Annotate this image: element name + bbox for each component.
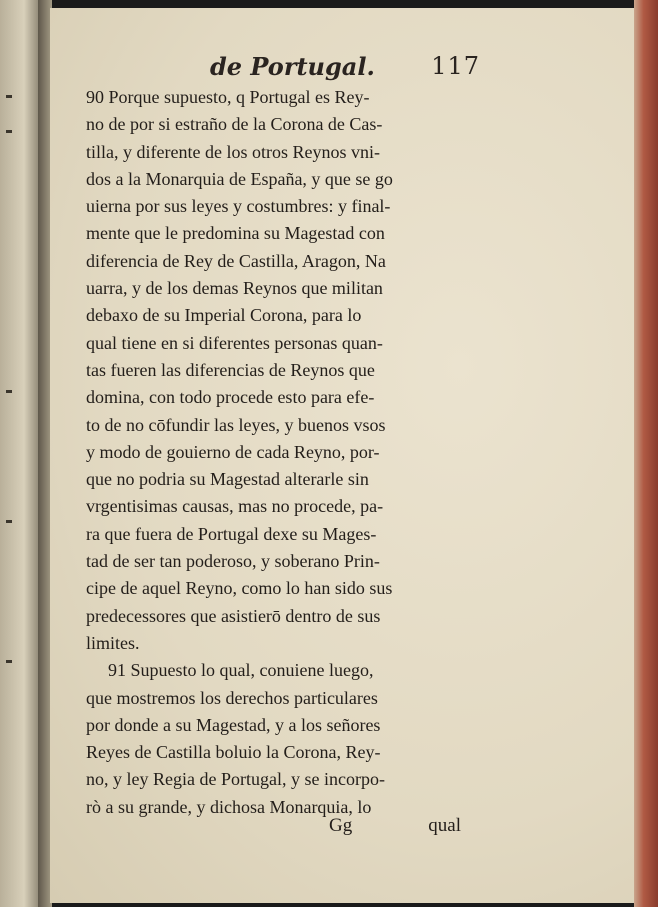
text-line: tilla, y diferente de los otros Reynos vni- — [86, 141, 380, 162]
text-line: predecessores que asistierō dentro de sus — [86, 605, 381, 626]
page-footer — [86, 815, 461, 845]
text-line: Reyes de Castilla boluio la Corona, Rey- — [86, 742, 381, 763]
catchword: qual — [428, 815, 461, 836]
text-line: 90 Porque supuesto, q Portugal es Rey- — [86, 87, 370, 107]
margin-mark — [6, 660, 12, 663]
text-line: que mostremos los derechos particulares — [86, 687, 378, 708]
text-line: 91 Supuesto lo qual, conuiene luego, — [108, 660, 374, 681]
text-line: uarra, y de los demas Reynos que militan — [86, 278, 383, 299]
text-line: y modo de gouierno de cada Reyno, por- — [86, 441, 380, 462]
text-line: tas fueren las diferencias de Reynos que — [86, 359, 375, 380]
text-line: por donde a su Magestad, y a los señores — [86, 714, 381, 735]
text-line: debaxo de su Imperial Corona, para lo — [86, 305, 362, 326]
text-line: vrgentisimas causas, mas no procede, pa- — [86, 496, 384, 517]
text-line: uierna por sus leyes y costumbres: y final- — [86, 196, 391, 217]
margin-mark — [6, 520, 12, 523]
text-line: tad de ser tan poderoso, y soberano Prin- — [86, 551, 380, 572]
text-line: domina, con todo procede esto para efe- — [86, 387, 375, 408]
margin-mark — [6, 390, 12, 393]
left-page-edge — [0, 0, 40, 907]
text-line: rò a su grande, y dichosa Monarquia, lo — [86, 796, 372, 817]
text-line: dos a la Monarquia de España, y que se go — [86, 168, 393, 189]
signature-mark: Gg — [329, 815, 353, 836]
body-text — [86, 84, 481, 821]
text-line: limites. — [86, 632, 140, 653]
right-page-edge — [634, 0, 658, 907]
running-head: de Portugal. — [210, 52, 375, 81]
text-line: diferencia de Rey de Castilla, Aragon, Na — [86, 250, 386, 271]
text-line: no de por si estraño de la Corona de Cas- — [86, 114, 383, 135]
text-line: mente que le predomina su Magestad con — [86, 223, 385, 244]
text-line: ra que fuera de Portugal dexe su Mages- — [86, 523, 377, 544]
margin-mark — [6, 130, 12, 133]
page-header — [210, 52, 480, 82]
margin-mark — [6, 95, 12, 98]
text-line: no, y ley Regia de Portugal, y se incorpo- — [86, 769, 385, 790]
show-through-text — [554, 580, 644, 690]
text-line: cipe de aquel Reyno, como lo han sido sus — [86, 578, 393, 599]
text-line: qual tiene en si diferentes personas quan- — [86, 332, 383, 353]
text-line: que no podria su Magestad alterarle sin — [86, 469, 369, 490]
page-number: 117 — [431, 52, 480, 80]
text-line: to de no cōfundir las leyes, y buenos vsos — [86, 414, 386, 435]
